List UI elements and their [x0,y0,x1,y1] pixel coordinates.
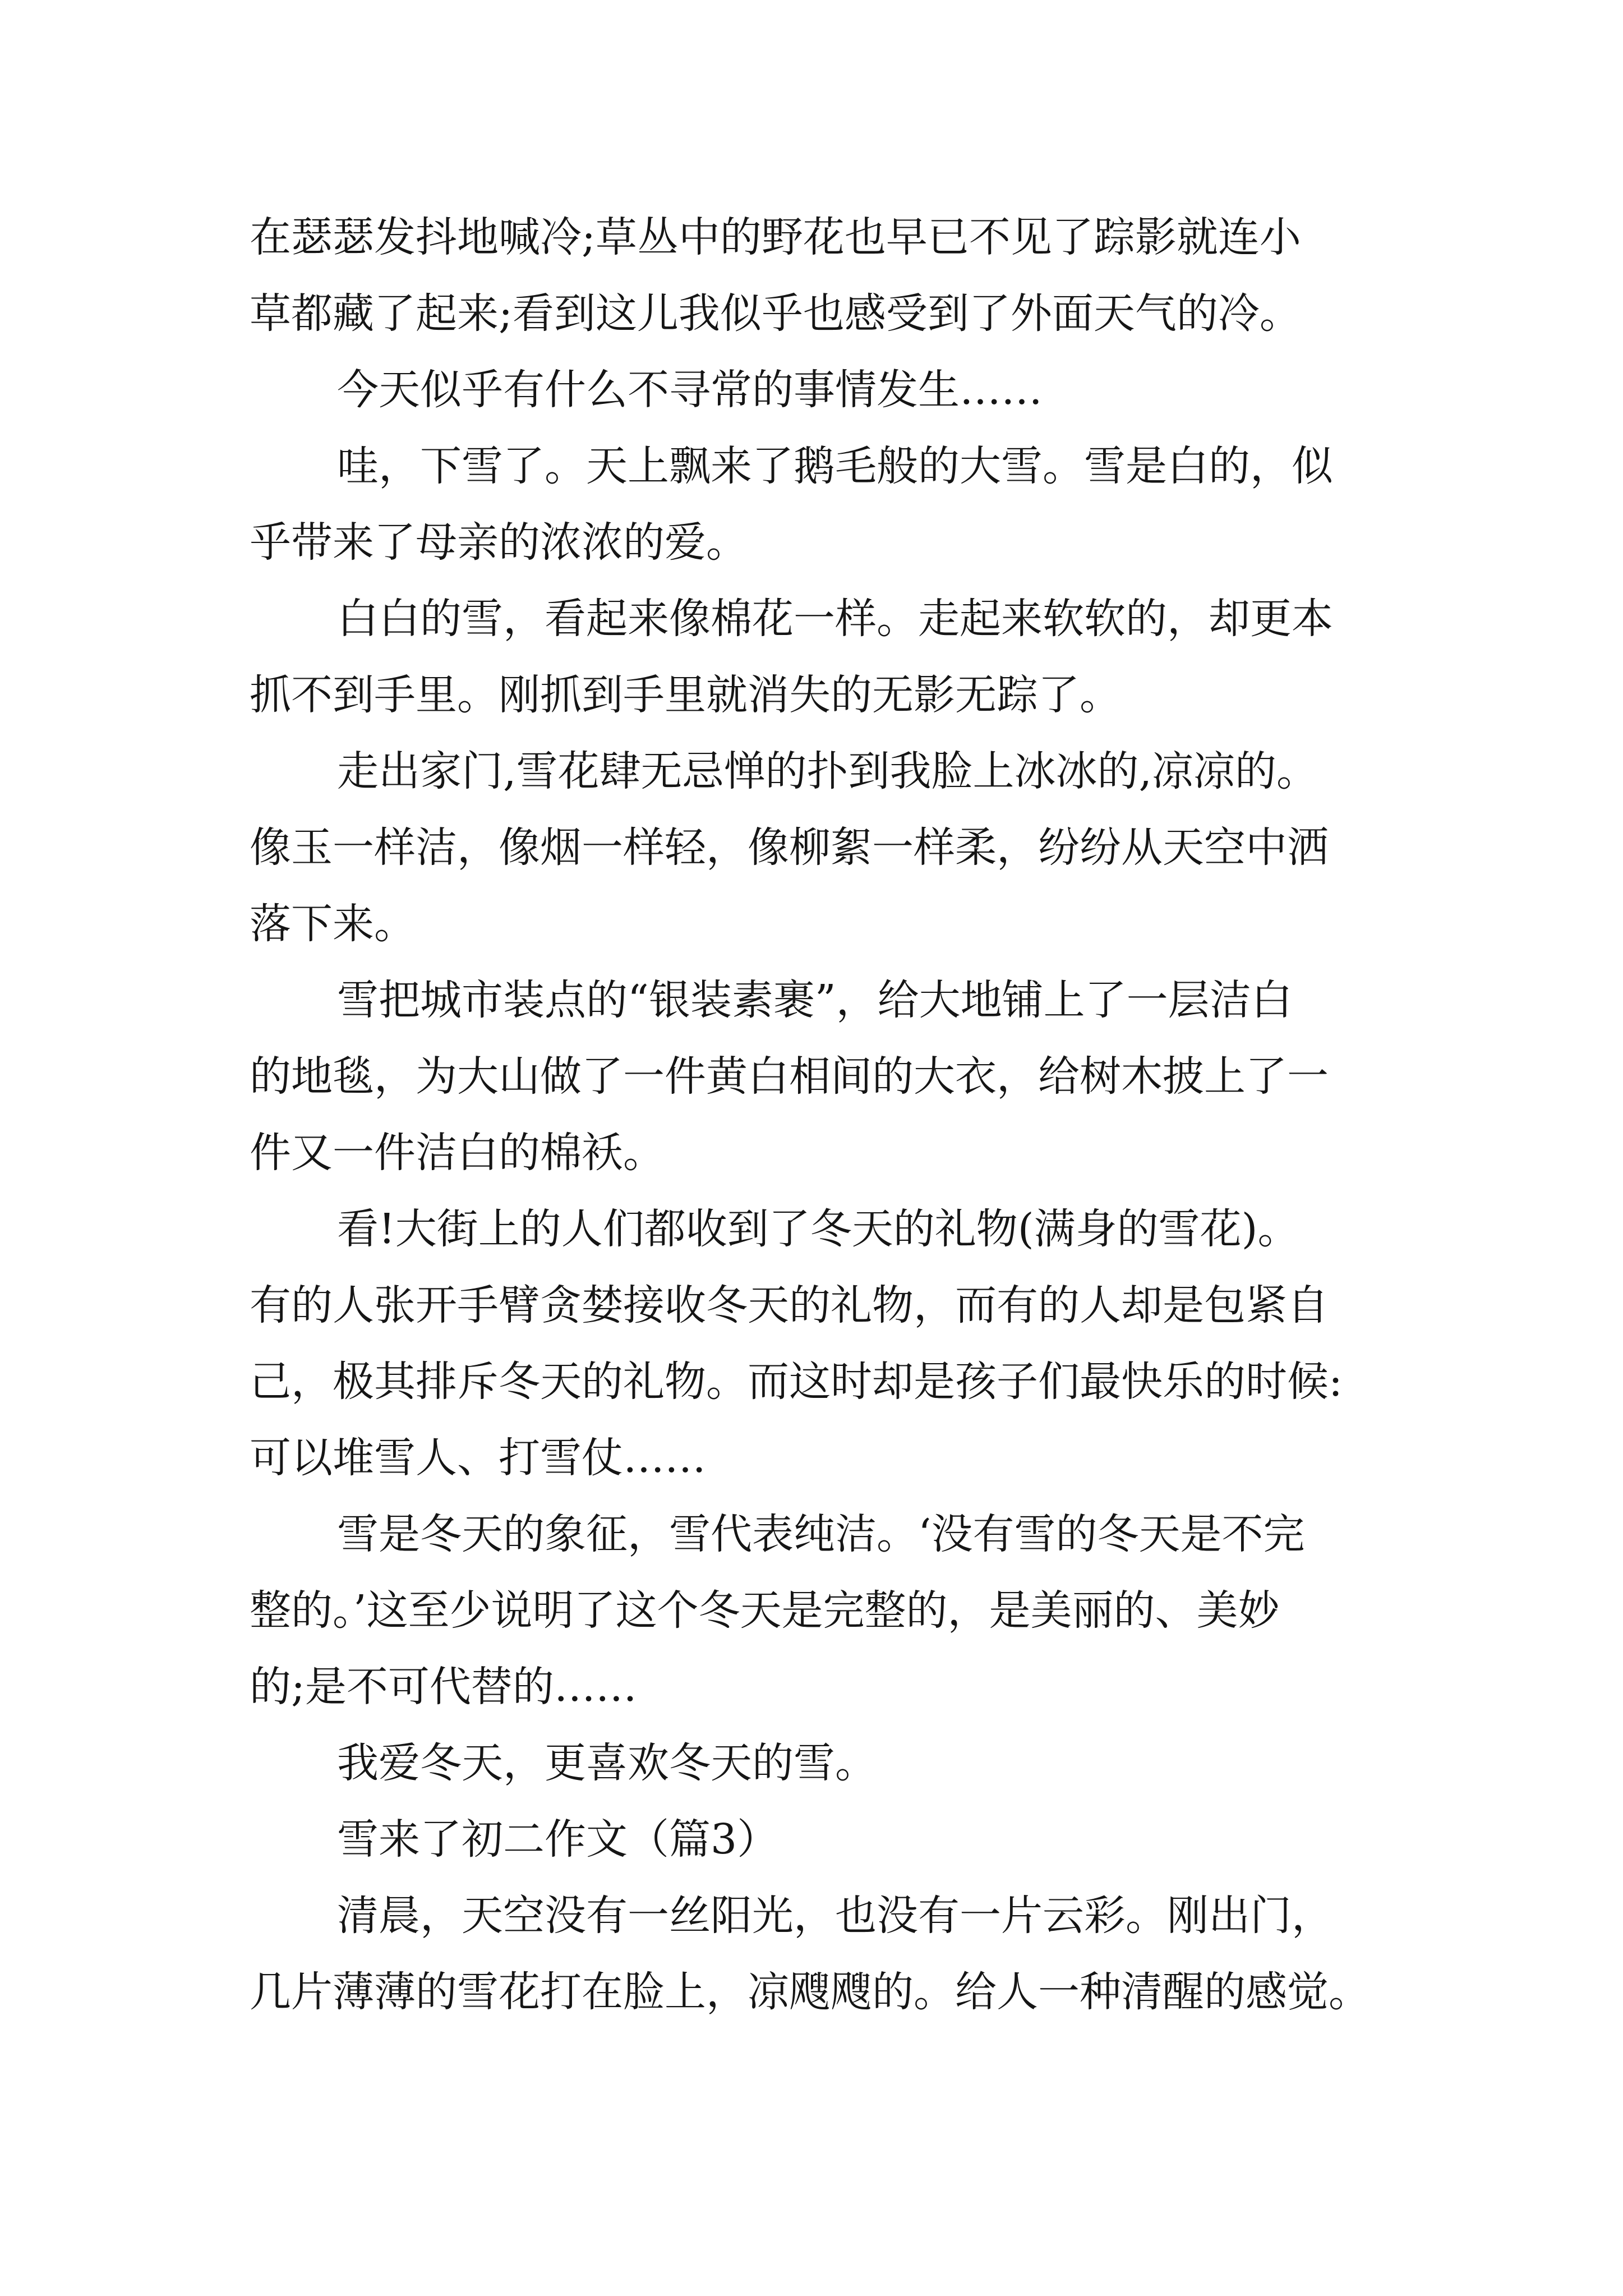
text-line: 抓不到手里。刚抓到手里就消失的无影无踪了。 [250,671,1121,719]
paragraph-start-line: 白白的雪，看起来像棉花一样。走起来软软的，却更本 [337,595,1333,643]
paragraph-start-line: 看!大街上的人们都收到了冬天的礼物(满身的雪花)。 [337,1205,1299,1253]
paragraph-start-line: 今天似乎有什么不寻常的事情发生…… [337,366,1043,414]
text-line: 件又一件洁白的棉袄。 [250,1129,665,1177]
text-line: 在瑟瑟发抖地喊冷;草丛中的野花也早已不见了踪影就连小 [250,213,1301,261]
paragraph-start-line: 走出家门,雪花肆无忌惮的扑到我脸上冰冰的,凉凉的。 [337,747,1318,795]
text-line: 的地毯，为大山做了一件黄白相间的大衣，给树木披上了一 [250,1052,1329,1101]
text-line: 的;是不可代替的…… [250,1663,637,1711]
text-line: 整的。’这至少说明了这个冬天是完整的，是美丽的、美妙 [250,1586,1280,1635]
text-line: 有的人张开手臂贪婪接收冬天的礼物，而有的人却是包紧自 [250,1281,1329,1329]
text-line: 乎带来了母亲的浓浓的爱。 [250,518,748,567]
text-line: 己，极其排斥冬天的礼物。而这时却是孩子们最快乐的时候: [250,1358,1343,1406]
paragraph-start-line: 雪把城市装点的“银装素裹”，给大地铺上了一层洁白 [337,976,1293,1024]
paragraph-start-line: 清晨，天空没有一丝阳光，也没有一片云彩。刚出门， [337,1892,1333,1940]
text-line: 可以堆雪人、打雪仗…… [250,1434,706,1482]
paragraph-start-line: 哇，下雪了。天上飘来了鹅毛般的大雪。雪是白的，似 [337,442,1333,490]
section-heading: 雪来了初二作文（篇3） [337,1815,779,1864]
text-line: 几片薄薄的雪花打在脸上，凉飕飕的。给人一种清醒的感觉。 [250,1968,1370,2016]
text-line: 落下来。 [250,900,416,948]
paragraph-start-line: 雪是冬天的象征，雪代表纯洁。‘没有雪的冬天是不完 [337,1510,1305,1558]
paragraph-start-line: 我爱冬天，更喜欢冬天的雪。 [337,1739,877,1787]
text-line: 草都藏了起来;看到这儿我似乎也感受到了外面天气的冷。 [250,289,1301,338]
text-line: 像玉一样洁，像烟一样轻，像柳絮一样柔，纷纷从天空中洒 [250,823,1329,872]
body-text [250,199,1394,2030]
